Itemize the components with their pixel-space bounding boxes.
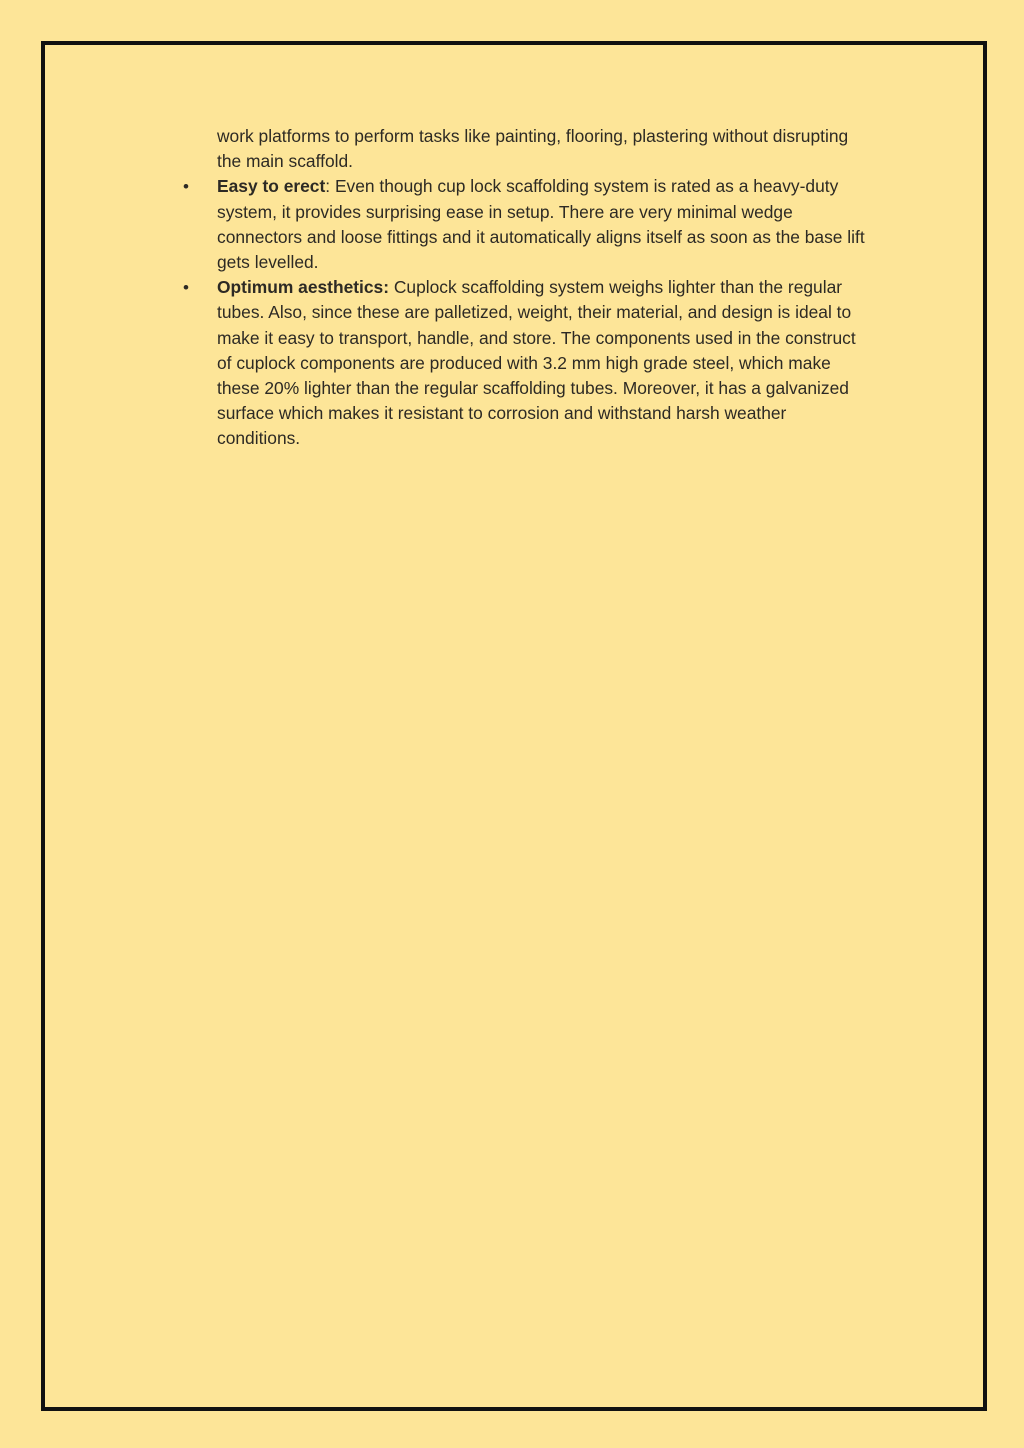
bullet-icon: • [183,177,189,197]
list-item-optimum-aesthetics [176,275,866,451]
continuation-paragraph: work platforms to perform tasks like painting, flooring, plastering without disrupting the main scaffold. [217,126,849,172]
list-item-term: Optimum aesthetics: [217,277,390,298]
list-item-text: : Even though cup lock scaffolding system is rated as a heavy-duty system, it provides surprising ease in setup. There are very minimal wedge connectors and loose fittings and it automatically aligns itself as soon as the base lift gets levelled. [217,176,865,273]
list-item-term: Easy to erect [217,176,326,197]
list-item-easy-to-erect [176,174,866,275]
document-body [176,124,866,452]
bullet-icon: • [183,278,189,298]
list-item-text: Cuplock scaffolding system weighs lighter than the regular tubes. Also, since these are palletized, weight, their material, and design is ideal to make it easy to transport, handle, and store. The components used in the construct of cuplock components are produced with 3.2 mm high grade steel, which make these 20% lighter than the regular scaffolding tubes. Moreover, it has a galvanized surface which makes it resistant to corrosion and withstand harsh weather conditions. [217,277,856,449]
